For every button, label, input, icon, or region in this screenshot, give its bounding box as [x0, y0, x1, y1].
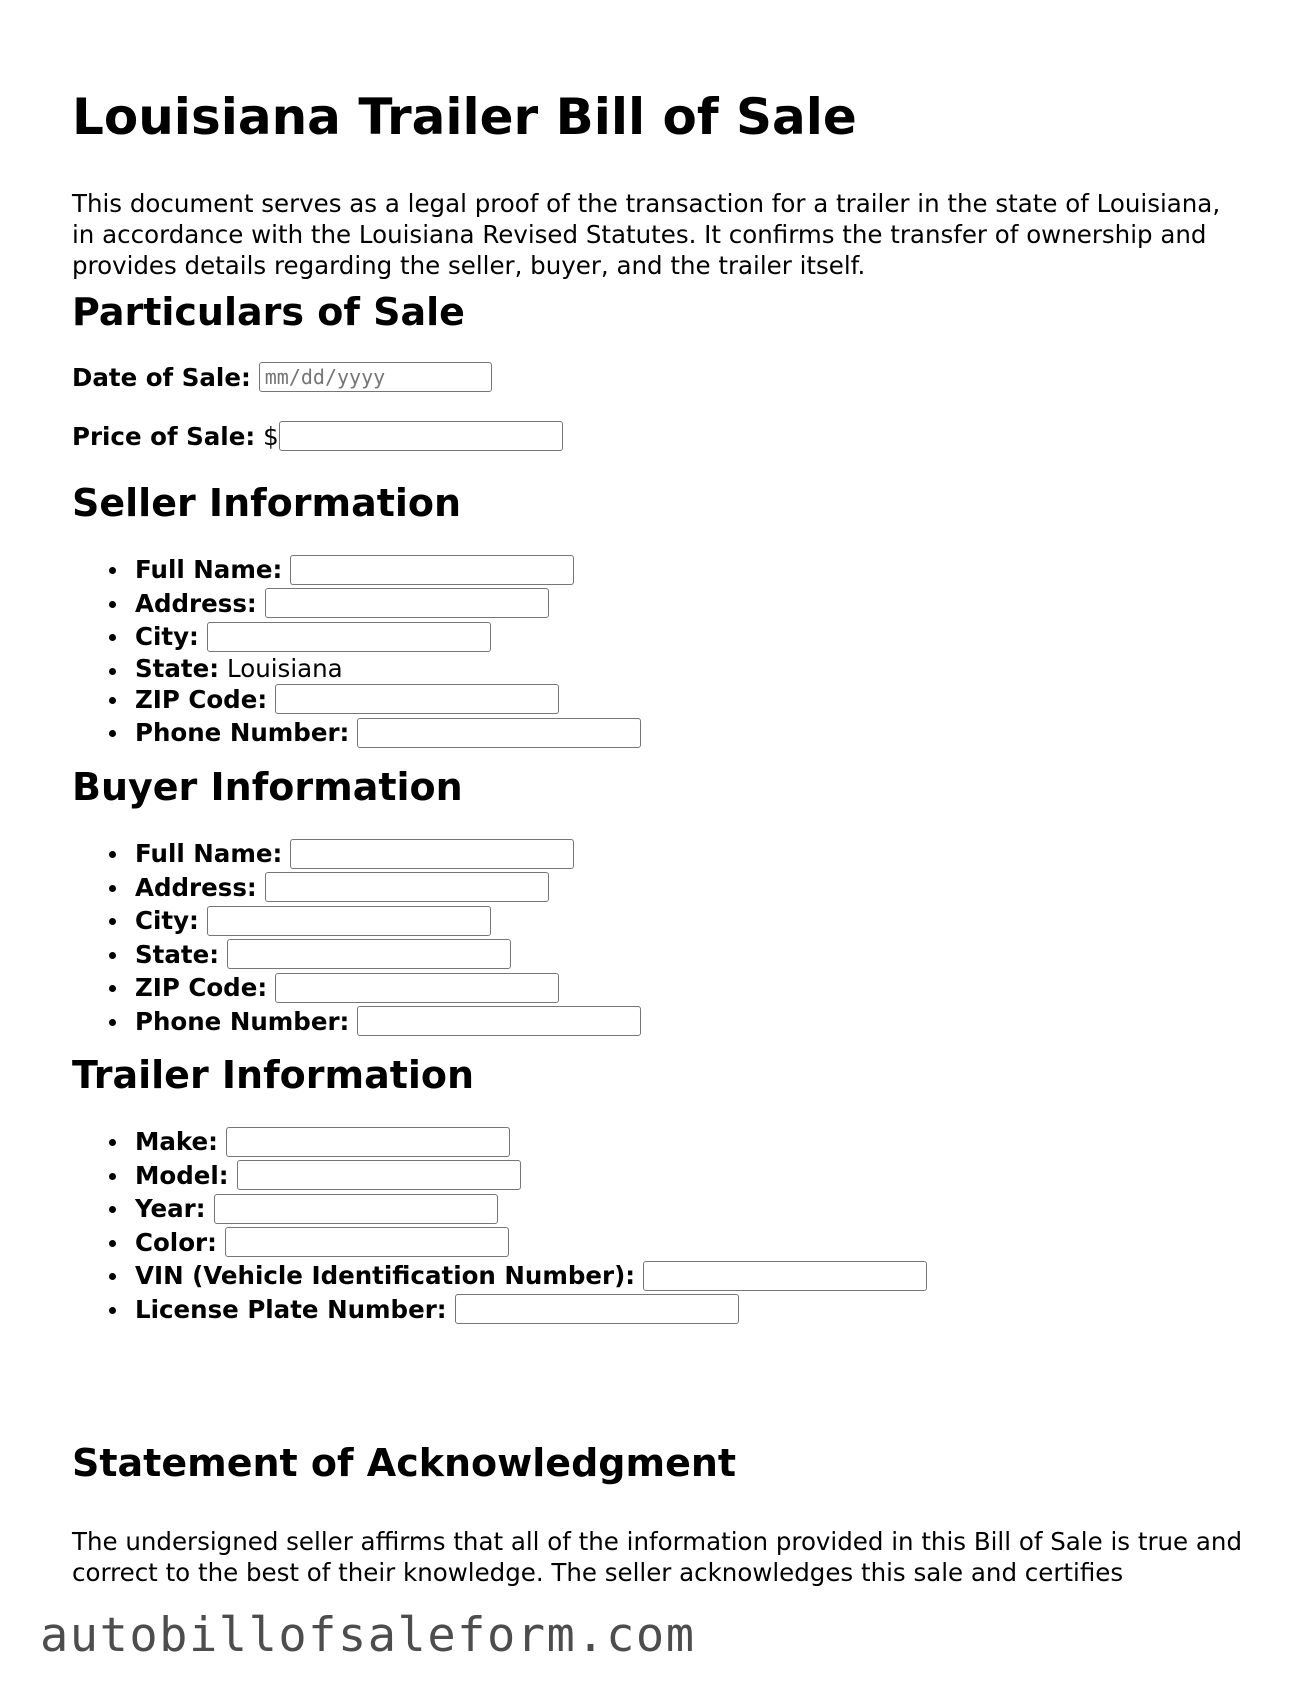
trailer-vin-input[interactable]	[643, 1261, 927, 1291]
page-title: Louisiana Trailer Bill of Sale	[72, 88, 857, 146]
list-item	[72, 938, 641, 972]
buyer-zip-input[interactable]	[275, 973, 559, 1003]
list-item	[72, 587, 641, 621]
acknowledgment-heading: Statement of Acknowledgment	[72, 1441, 737, 1485]
list-item	[72, 904, 641, 938]
trailer-make-label: Make:	[135, 1127, 218, 1157]
trailer-vin-label: VIN (Vehicle Identification Number):	[135, 1261, 636, 1291]
trailer-plate-input[interactable]	[455, 1294, 739, 1324]
price-of-sale-input[interactable]	[279, 421, 563, 451]
buyer-city-input[interactable]	[207, 906, 491, 936]
trailer-year-label: Year:	[135, 1194, 206, 1224]
buyer-heading: Buyer Information	[72, 765, 463, 809]
seller-city-input[interactable]	[207, 622, 491, 652]
acknowledgment-paragraph: The undersigned seller affirms that all of the information provided in this Bill of Sale is true and correct to the best of their knowledge. The seller acknowledges this sale and certifies	[72, 1527, 1242, 1587]
buyer-city-label: City:	[135, 906, 199, 936]
date-of-sale-row	[72, 361, 492, 393]
seller-full-name-input[interactable]	[290, 555, 574, 585]
price-of-sale-label: Price of Sale:	[72, 421, 256, 451]
seller-heading: Seller Information	[72, 481, 462, 525]
currency-symbol: $	[263, 421, 279, 451]
list-item	[72, 1192, 927, 1226]
trailer-color-input[interactable]	[225, 1227, 509, 1257]
buyer-full-name-input[interactable]	[290, 839, 574, 869]
seller-phone-input[interactable]	[357, 718, 641, 748]
list-item	[72, 620, 641, 654]
buyer-full-name-label: Full Name:	[135, 839, 283, 869]
date-of-sale-label: Date of Sale:	[72, 362, 251, 392]
buyer-zip-label: ZIP Code:	[135, 973, 268, 1003]
trailer-model-label: Model:	[135, 1160, 229, 1190]
trailer-plate-label: License Plate Number:	[135, 1294, 447, 1324]
price-of-sale-row	[72, 420, 563, 452]
buyer-list	[72, 837, 641, 1038]
list-item	[72, 654, 641, 683]
list-item	[72, 683, 641, 717]
list-item	[72, 1125, 927, 1159]
seller-full-name-label: Full Name:	[135, 555, 283, 585]
list-item	[72, 1293, 927, 1327]
buyer-state-input[interactable]	[227, 939, 511, 969]
trailer-make-input[interactable]	[226, 1127, 510, 1157]
buyer-address-label: Address:	[135, 872, 257, 902]
list-item	[72, 1159, 927, 1193]
particulars-heading: Particulars of Sale	[72, 290, 465, 334]
list-item	[72, 553, 641, 587]
list-item	[72, 1226, 927, 1260]
list-item	[72, 837, 641, 871]
seller-zip-label: ZIP Code:	[135, 684, 268, 714]
trailer-list	[72, 1125, 927, 1326]
buyer-state-label: State:	[135, 939, 220, 969]
list-item	[72, 1005, 641, 1039]
list-item	[72, 871, 641, 905]
seller-zip-input[interactable]	[275, 684, 559, 714]
intro-paragraph: This document serves as a legal proof of the transaction for a trailer in the state of Louisiana, in accordance with the Louisiana Revised Statutes. It confirms the transfer of ownership and provides details regarding the seller, buyer, and the trailer itself.	[72, 189, 1221, 280]
trailer-heading: Trailer Information	[72, 1053, 475, 1097]
date-of-sale-input[interactable]	[259, 362, 492, 392]
seller-state-value: Louisiana	[227, 653, 343, 683]
seller-list	[72, 553, 641, 750]
buyer-address-input[interactable]	[265, 872, 549, 902]
trailer-color-label: Color:	[135, 1227, 217, 1257]
buyer-phone-input[interactable]	[357, 1006, 641, 1036]
list-item	[72, 971, 641, 1005]
seller-city-label: City:	[135, 622, 199, 652]
buyer-phone-label: Phone Number:	[135, 1006, 350, 1036]
list-item	[72, 1259, 927, 1293]
list-item	[72, 716, 641, 750]
seller-phone-label: Phone Number:	[135, 718, 350, 748]
watermark: autobillofsaleform.com	[40, 1608, 696, 1663]
trailer-year-input[interactable]	[214, 1194, 498, 1224]
trailer-model-input[interactable]	[237, 1160, 521, 1190]
seller-address-input[interactable]	[265, 588, 549, 618]
seller-address-label: Address:	[135, 588, 257, 618]
seller-state-label: State:	[135, 653, 220, 683]
